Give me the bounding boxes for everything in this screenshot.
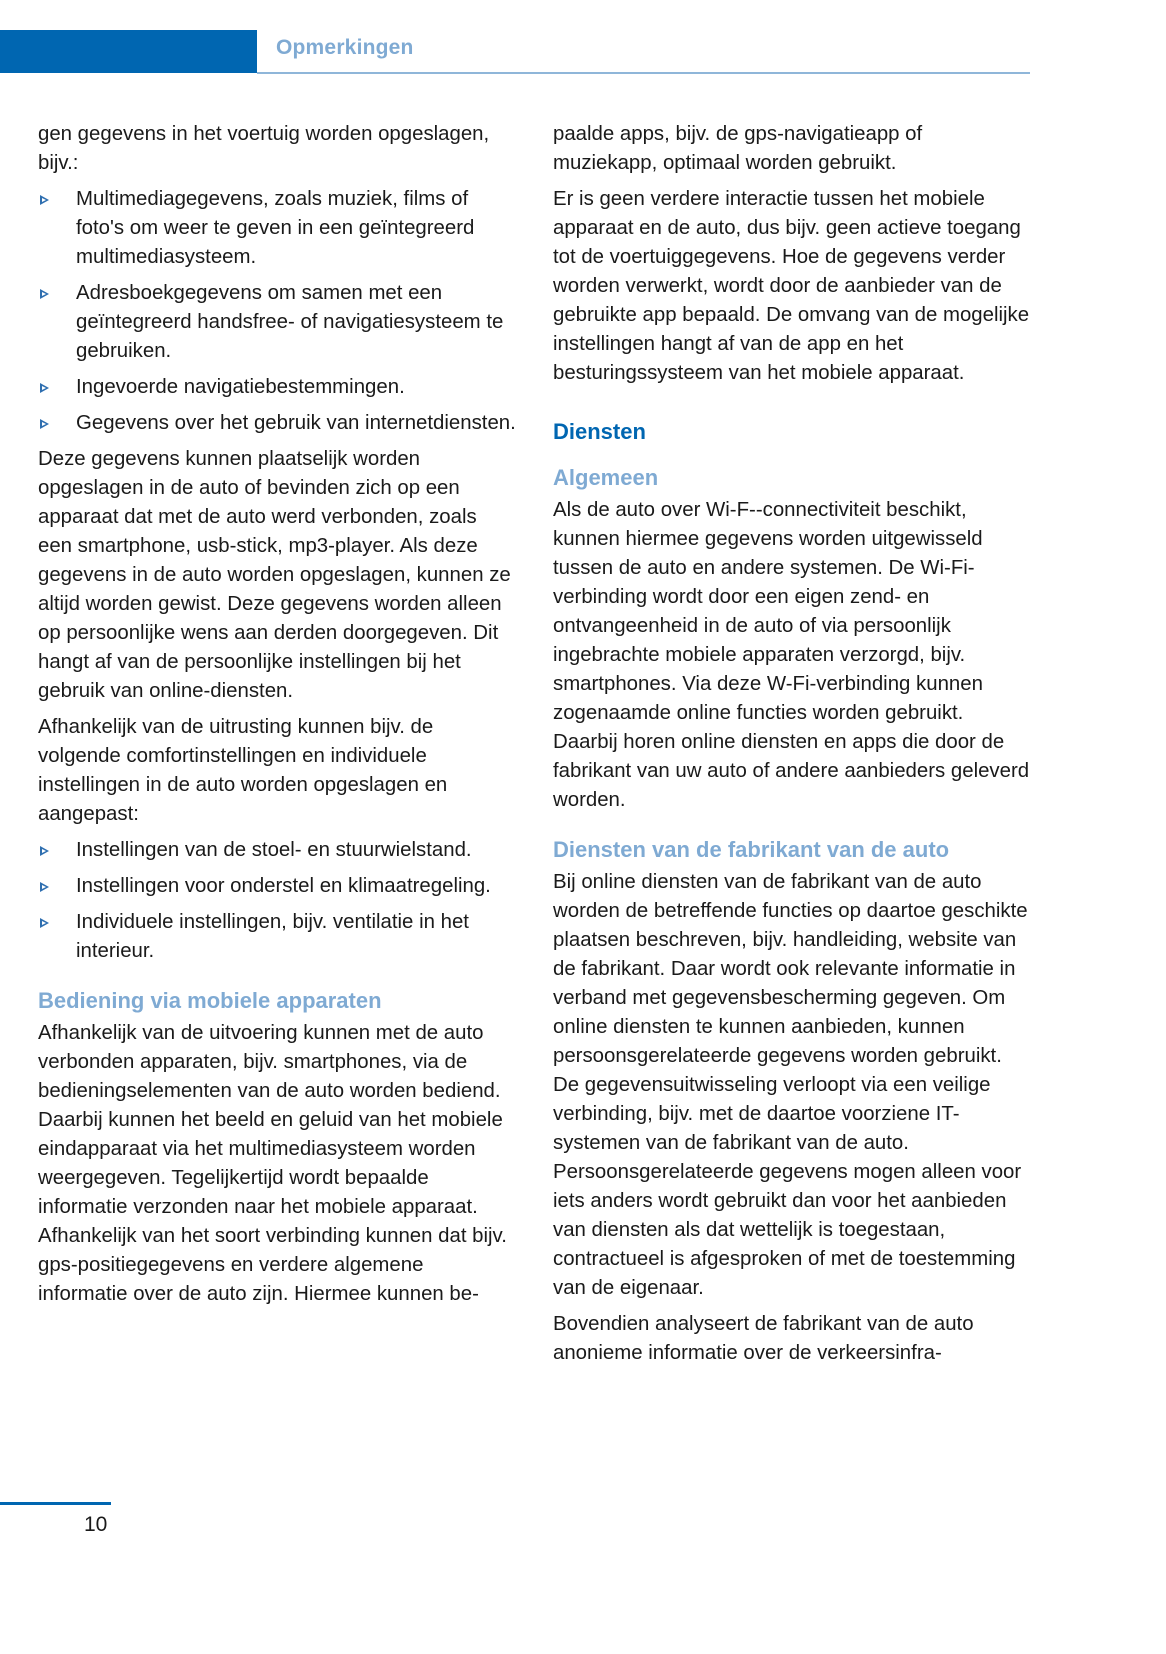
- list-item: Individuele instellingen, bijv. ventilatie in het interieur.: [38, 908, 516, 966]
- continued-paragraph: paalde apps, bijv. de gps-navigatieapp of muziekapp, optimaal worden gebruikt.: [553, 123, 923, 174]
- triangle-bullet-icon: [40, 383, 49, 393]
- header-accent-bar: [0, 30, 257, 73]
- header-rule: [257, 72, 1030, 74]
- triangle-bullet-icon: [40, 846, 49, 856]
- footer-rule: [0, 1502, 111, 1505]
- triangle-bullet-icon: [40, 918, 49, 928]
- mobile-operation-paragraph: Afhankelijk van de uitvoering kunnen met de auto verbonden apparaten, bijv. smartphones, via de bedieningselementen van de auto worden bediend. Daarbij kunnen het beeld en geluid van het mobiele eindapparaat via het multimediasysteem worden weergegeven. Tegelijkertijd wordt bepaalde informatie verzonden naar het mobiele apparaat. Afhankelijk van het soort verbinding kunnen dat bijv. gps-positiegegevens en verdere algemene informatie over de auto zijn. Hiermee kunnen be-: [38, 1022, 507, 1305]
- heading-mobile-operation: Bediening via mobiele apparaten: [38, 988, 382, 1013]
- manufacturer-paragraph-1: Bij online diensten van de fabrikant van de auto worden de betreffende functies op daartoe geschikte plaatsen beschreven, bijv. handleiding, website van de fabrikant. Daar wordt ook relevante informatie in verband met gegevensbescherming gegeven. Om online diensten te kunnen aanbieden, kunnen persoonsgerelateerde gegevens worden gebruikt. De gegevensuitwisseling verloopt via een veilige verbinding, bijv. met de daartoe voorziene IT-systemen van de fabrikant van de auto. Persoonsgerelateerde gegevens mogen alleen voor iets anders wordt gebruikt dan voor het aanbieden van diensten als dat wettelijk is toegestaan, contractueel is afgesproken of met de toestemming van de eigenaar.: [553, 871, 1028, 1299]
- general-paragraph: Als de auto over Wi-F--connectiviteit beschikt, kunnen hiermee gegevens worden uitgewisseld tussen de auto en andere systemen. De Wi-Fi-verbinding wordt door een eigen zend- en ontvangeenheid in de auto of via persoonlijk ingebrachte mobiele apparaten verzorgd, bijv. smartphones. Via deze W-Fi-verbinding kunnen zogenaamde online functies worden gebruikt. Daarbij horen online diensten en apps die door de fabrikant van uw auto of andere aanbieders geleverd worden.: [553, 499, 1030, 811]
- storage-paragraph: Deze gegevens kunnen plaatselijk worden opgeslagen in de auto of bevinden zich op een apparaat dat met de auto werd verbonden, zoals een smartphone, usb-stick, mp3-player. Als deze gegevens in de auto worden opgeslagen, kunnen ze altijd worden gewist. Deze gegevens worden alleen op persoonlijke wens aan derden doorgegeven. Dit hangt af van de persoonlijke instellingen bij het gebruik van online-diensten.: [38, 448, 511, 702]
- list-item: Ingevoerde navigatiebestemmingen.: [38, 373, 516, 402]
- left-column: [38, 120, 516, 1316]
- right-column: [553, 120, 1031, 1375]
- manufacturer-paragraph-2: Bovendien analyseert de fabrikant van de auto anonieme informatie over de verkeersinfra-: [553, 1313, 974, 1364]
- comfort-settings-paragraph: Afhankelijk van de uitrusting kunnen bijv. de volgende comfortinstellingen en individuele instellingen in de auto worden opgeslagen en aangepast:: [38, 716, 448, 825]
- triangle-bullet-icon: [40, 289, 49, 299]
- triangle-bullet-icon: [40, 419, 49, 429]
- list-item: Adresboekgegevens om samen met een geïntegreerd handsfree- of navigatiesysteem te gebruiken.: [38, 279, 516, 366]
- stored-data-list: [38, 185, 516, 438]
- triangle-bullet-icon: [40, 195, 49, 205]
- heading-manufacturer-services: Diensten van de fabrikant van de auto: [553, 837, 950, 862]
- intro-paragraph: gen gegevens in het voertuig worden opgeslagen, bijv.:: [38, 123, 490, 174]
- list-item: Multimediagegevens, zoals muziek, films of foto's om weer te geven in een geïntegreerd multimediasysteem.: [38, 185, 516, 272]
- heading-services: Diensten: [553, 419, 646, 444]
- page-section-title: Opmerkingen: [276, 36, 414, 59]
- triangle-bullet-icon: [40, 882, 49, 892]
- list-item: Gegevens over het gebruik van internetdiensten.: [38, 409, 516, 438]
- list-item: Instellingen van de stoel- en stuurwielstand.: [38, 836, 516, 865]
- interaction-paragraph: Er is geen verdere interactie tussen het mobiele apparaat en de auto, dus bijv. geen actieve toegang tot de voertuiggegevens. Hoe de gegevens verder worden verwerkt, wordt door de aanbieder van de gebruikte app bepaald. De omvang van de mogelijke instellingen hangt af van de app en het besturingssysteem van het mobiele apparaat.: [553, 188, 1030, 384]
- list-item: Instellingen voor onderstel en klimaatregeling.: [38, 872, 516, 901]
- heading-general: Algemeen: [553, 465, 659, 490]
- comfort-settings-list: [38, 836, 516, 966]
- page-number: 10: [84, 1513, 108, 1536]
